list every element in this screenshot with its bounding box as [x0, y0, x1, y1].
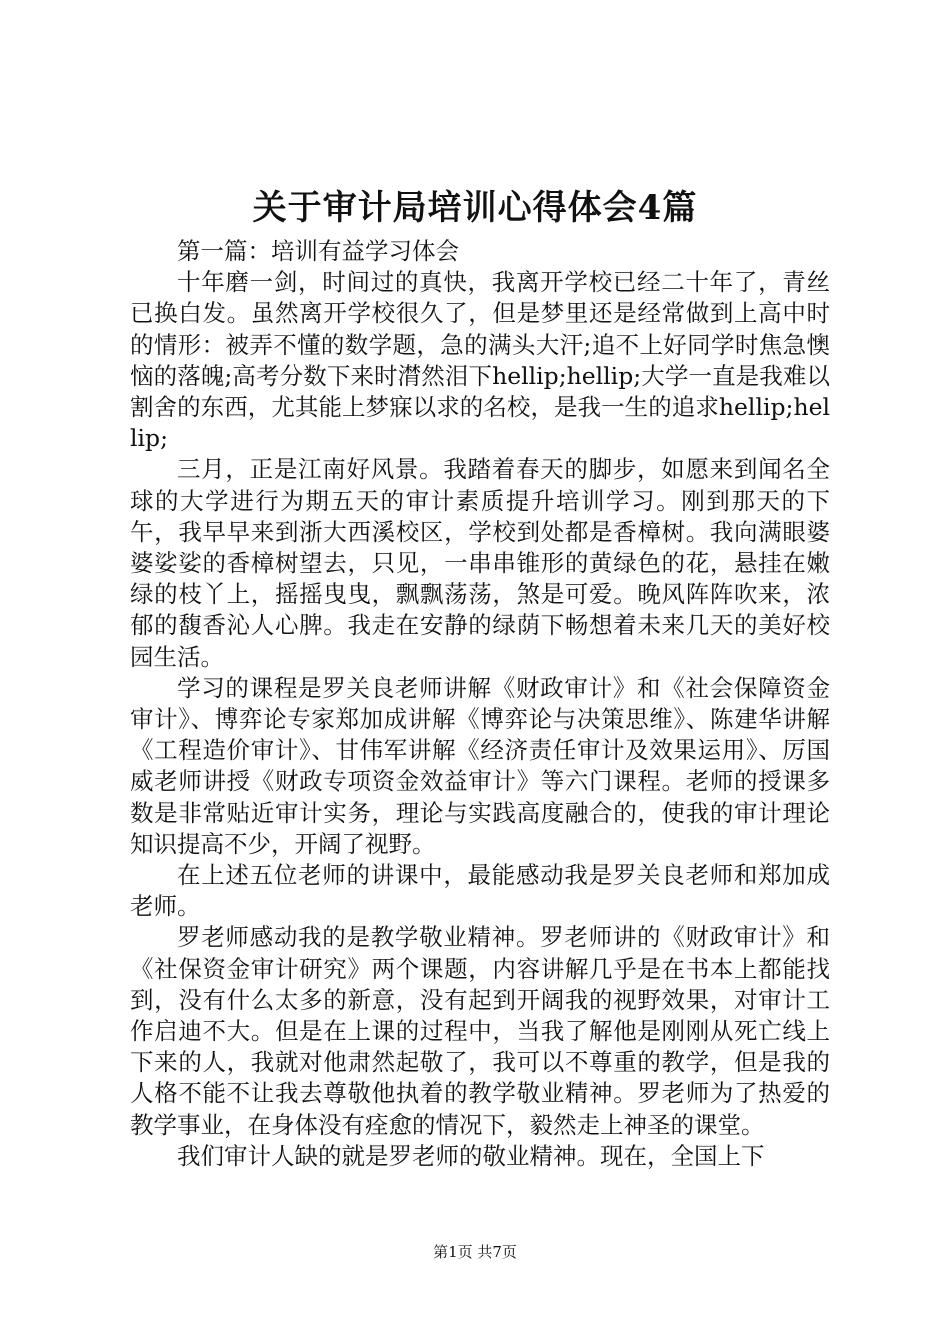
page-number-footer: 第1页 共7页 [433, 1243, 517, 1261]
paragraph: 我们审计人缺的就是罗老师的敬业精神。现在，全国上下 [177, 1141, 765, 1170]
paragraph: 在上述五位老师的讲课中，最能感动我是罗关良老师和郑加成老师。 [130, 861, 830, 921]
paragraph: 学习的课程是罗关良老师讲解《财政审计》和《社会保障资金审计》、博弈论专家郑加成讲解《博弈论与决策思维》、陈建华讲解《工程造价审计》、甘伟军讲解《经济责任审计及效果运用》、厉国威老师讲授《财政专项资金效益审计》等六门课程。老师的授课多数是非常贴近审计实务，理论与实践高度融合的，使我的审计理论知识提高不少，开阔了视野。 [130, 673, 830, 858]
paragraph: 十年磨一剑，时间过的真快，我离开学校已经二十年了，青丝已换白发。虽然离开学校很久了，但是梦里还是经常做到上高中时的情形：被弄不懂的数学题，急的满头大汗;追不上好同学时焦急懊恼的落魄;高考分数下来时潸然泪下hellip;hellip;大学一直是我难以割舍的东西，尤其能上梦寐以求的名校，是我一生的追求hellip;hellip; [130, 268, 830, 453]
paragraph: 三月，正是江南好风景。我踏着春天的脚步，如愿来到闻名全球的大学进行为期五天的审计素质提升培训学习。刚到那天的下午，我早早来到浙大西溪校区，学校到处都是香樟树。我向满眼婆婆娑娑的香樟树望去，只见，一串串锥形的黄绿色的花，悬挂在嫩绿的枝丫上，摇摇曳曳，飘飘荡荡，煞是可爱。晚风阵阵吹来，浓郁的馥香沁人心脾。我走在安静的绿荫下畅想着未来几天的美好校园生活。 [130, 455, 830, 671]
section-heading: 第一篇：培训有益学习体会 [177, 237, 459, 265]
document-body [130, 236, 830, 1172]
document-title: 关于审计局培训心得体会4篇 [252, 188, 698, 228]
paragraph: 罗老师感动我的是教学敬业精神。罗老师讲的《财政审计》和《社保资金审计研究》两个课题，内容讲解几乎是在书本上都能找到，没有什么太多的新意，没有起到开阔我的视野效果，对审计工作启迪不大。但是在上课的过程中，当我了解他是刚刚从死亡线上下来的人，我就对他肃然起敬了，我可以不尊重的教学，但是我的人格不能不让我去尊敬他执着的教学敬业精神。罗老师为了热爱的教学事业，在身体没有痊愈的情况下，毅然走上神圣的课堂。 [130, 923, 830, 1139]
